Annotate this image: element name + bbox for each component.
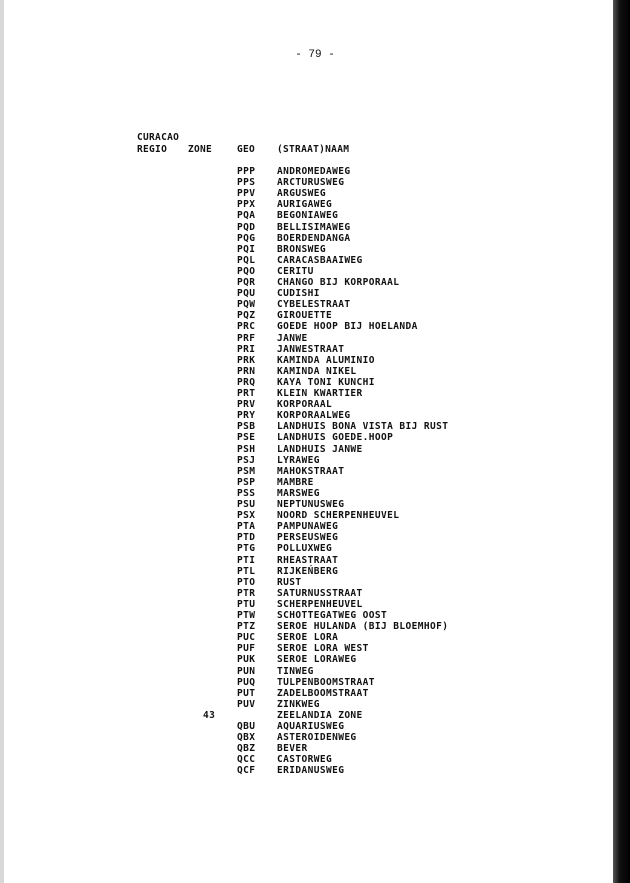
street-name-cell: CERITU — [277, 265, 314, 277]
geo-code-cell: QCC — [237, 754, 256, 766]
column-header-name: (STRAAT)NAAM — [277, 144, 350, 155]
street-name-cell: TULPENBOOMSTRAAT — [277, 676, 375, 688]
street-name-cell: ZEELANDIA ZONE — [277, 709, 363, 721]
geo-code-cell: PUV — [237, 698, 256, 710]
geo-code-cell: PUN — [237, 665, 256, 677]
street-name-cell: AURIGAWEG — [277, 199, 333, 211]
street-name-cell: SEROE HULANDA (BIJ BLOEMHOF) — [277, 621, 449, 633]
geo-code-cell: PQW — [237, 299, 256, 311]
street-name-cell: BOERDENDANGA — [277, 232, 351, 244]
geo-code-cell: PTG — [237, 543, 256, 555]
street-name-cell: MAMBRE — [277, 476, 314, 488]
geo-code-cell: PTR — [237, 587, 256, 599]
street-name-cell: RUST — [277, 576, 302, 588]
geo-code-cell: QBX — [237, 732, 256, 744]
street-name-cell: PERSEUSWEG — [277, 532, 339, 544]
geo-code-cell: QBZ — [237, 743, 256, 755]
geo-code-cell: PUT — [237, 687, 256, 699]
street-name-cell: BEGONIAWEG — [277, 210, 339, 222]
zone-cell: 43 — [203, 709, 216, 721]
street-name-cell: SCHERPENHEUVEL — [277, 598, 363, 610]
street-name-cell: SEROE LORA — [277, 632, 339, 644]
geo-code-cell: PRI — [237, 343, 256, 355]
geo-code-cell: PUK — [237, 654, 256, 666]
geo-code-cell: PRF — [237, 332, 256, 344]
geo-code-cell: PRT — [237, 388, 256, 399]
column-header-zone: ZONE — [188, 144, 213, 155]
street-name-cell: JANWE — [277, 332, 308, 344]
geo-code-cell: PQZ — [237, 310, 256, 322]
street-name-cell: ASTEROIDENWEG — [277, 732, 357, 744]
street-name-cell: KAMINDA ALUMINIO — [277, 354, 375, 366]
geo-code-cell: PTO — [237, 576, 256, 588]
street-name-cell: AQUARIUSWEG — [277, 721, 345, 732]
geo-code-cell: PSS — [237, 487, 256, 499]
street-name-cell: CHANGO BIJ KORPORAAL — [277, 277, 400, 288]
street-name-cell: KORPORAAL — [277, 399, 333, 411]
street-name-cell: RHEASTRAAT — [277, 554, 339, 566]
geo-code-cell: PTD — [237, 532, 256, 544]
geo-code-cell: PSU — [237, 499, 256, 510]
geo-code-cell: PQU — [237, 288, 256, 300]
street-name-cell: KAMINDA NIKEL — [277, 365, 357, 377]
street-name-cell: LYRAWEG — [277, 454, 320, 466]
geo-code-cell: PRK — [237, 354, 256, 366]
geo-code-cell: PSH — [237, 443, 256, 455]
street-name-cell: NEPTUNUSWEG — [277, 499, 345, 510]
street-name-cell: ERIDANUSWEG — [277, 765, 345, 777]
country-heading: CURACAO — [137, 132, 180, 143]
geo-code-cell: PSE — [237, 432, 256, 444]
street-name-cell: NOORD SCHERPENHEUVEL — [277, 510, 400, 522]
street-name-cell: BELLISIMAWEG — [277, 221, 351, 233]
geo-code-cell: PQI — [237, 243, 256, 255]
geo-code-cell: PTW — [237, 610, 256, 621]
geo-code-cell: PSJ — [237, 454, 256, 466]
geo-code-cell: PQO — [237, 265, 256, 277]
street-name-cell: ANDROMEDAWEG — [277, 166, 351, 177]
geo-code-cell: PQA — [237, 210, 256, 222]
street-name-cell: RIJKEŃBERG — [277, 565, 339, 577]
street-name-cell: MARSWEG — [277, 487, 320, 499]
street-name-cell: POLLUXWEG — [277, 543, 333, 555]
street-name-cell: MAHOKSTRAAT — [277, 465, 345, 477]
street-name-cell: SATURNUSSTRAAT — [277, 587, 363, 599]
geo-code-cell: PSM — [237, 465, 256, 477]
geo-code-cell: PRY — [237, 410, 256, 422]
geo-code-cell: PSP — [237, 476, 256, 488]
geo-code-cell: PTI — [237, 554, 256, 566]
street-name-cell: KLEIN KWARTIER — [277, 388, 363, 399]
geo-code-cell: PPX — [237, 199, 256, 211]
street-name-cell: ZADELBOOMSTRAAT — [277, 687, 369, 699]
geo-code-cell: PRN — [237, 365, 256, 377]
geo-code-cell: PQL — [237, 254, 256, 266]
street-name-cell: SEROE LORA WEST — [277, 643, 369, 655]
street-name-cell: CYBELESTRAAT — [277, 299, 351, 311]
geo-code-cell: PTA — [237, 521, 256, 533]
geo-code-cell: PRQ — [237, 376, 256, 388]
geo-code-cell: PTL — [237, 565, 256, 577]
scan-border-right — [613, 0, 630, 883]
geo-code-cell: PUF — [237, 643, 256, 655]
geo-code-cell: PRV — [237, 399, 256, 411]
street-name-cell: SCHOTTEGATWEG OOST — [277, 610, 388, 621]
street-name-cell: JANWESTRAAT — [277, 343, 345, 355]
geo-code-cell: PSX — [237, 510, 256, 522]
column-header-regio: REGIO — [137, 144, 168, 155]
street-name-cell: BRONSWEG — [277, 243, 326, 255]
street-name-cell: SEROE LORAWEG — [277, 654, 357, 666]
geo-code-cell: PQG — [237, 232, 256, 244]
geo-code-cell: PUQ — [237, 676, 256, 688]
geo-code-cell: PTZ — [237, 621, 256, 633]
column-header-geo: GEO — [237, 144, 256, 155]
geo-code-cell: PQR — [237, 277, 256, 288]
geo-code-cell: PQD — [237, 221, 256, 233]
street-name-cell: CARACASBAAIWEG — [277, 254, 363, 266]
street-name-cell: KAYA TONI KUNCHI — [277, 376, 375, 388]
street-name-cell: CASTORWEG — [277, 754, 333, 766]
geo-code-cell: PRC — [237, 321, 256, 333]
street-name-cell: ARCTURUSWEG — [277, 177, 345, 189]
street-name-cell: LANDHUIS JANWE — [277, 443, 363, 455]
geo-code-cell: PPV — [237, 188, 256, 200]
street-name-cell: PAMPUNAWEG — [277, 521, 339, 533]
page-left-edge — [0, 0, 4, 883]
geo-code-cell: PPP — [237, 166, 256, 177]
street-name-cell: ARGUSWEG — [277, 188, 326, 200]
geo-code-cell: PTU — [237, 598, 256, 610]
geo-code-cell: QBU — [237, 721, 256, 732]
geo-code-cell: QCF — [237, 765, 256, 777]
street-name-cell: LANDHUIS BONA VISTA BIJ RUST — [277, 421, 449, 433]
street-name-cell: ZINKWEG — [277, 698, 320, 710]
street-name-cell: BEVER — [277, 743, 308, 755]
page-number: - 79 - — [295, 49, 335, 61]
street-name-cell: KORPORAALWEG — [277, 410, 351, 422]
street-name-cell: LANDHUIS GOEDE.HOOP — [277, 432, 394, 444]
street-name-cell: CUDISHI — [277, 288, 320, 300]
street-name-cell: GIROUETTE — [277, 310, 333, 322]
geo-code-cell: PSB — [237, 421, 256, 433]
geo-code-cell: PPS — [237, 177, 256, 189]
geo-code-cell: PUC — [237, 632, 256, 644]
street-name-cell: GOEDE HOOP BIJ HOELANDA — [277, 321, 418, 333]
street-name-cell: TINWEG — [277, 665, 314, 677]
